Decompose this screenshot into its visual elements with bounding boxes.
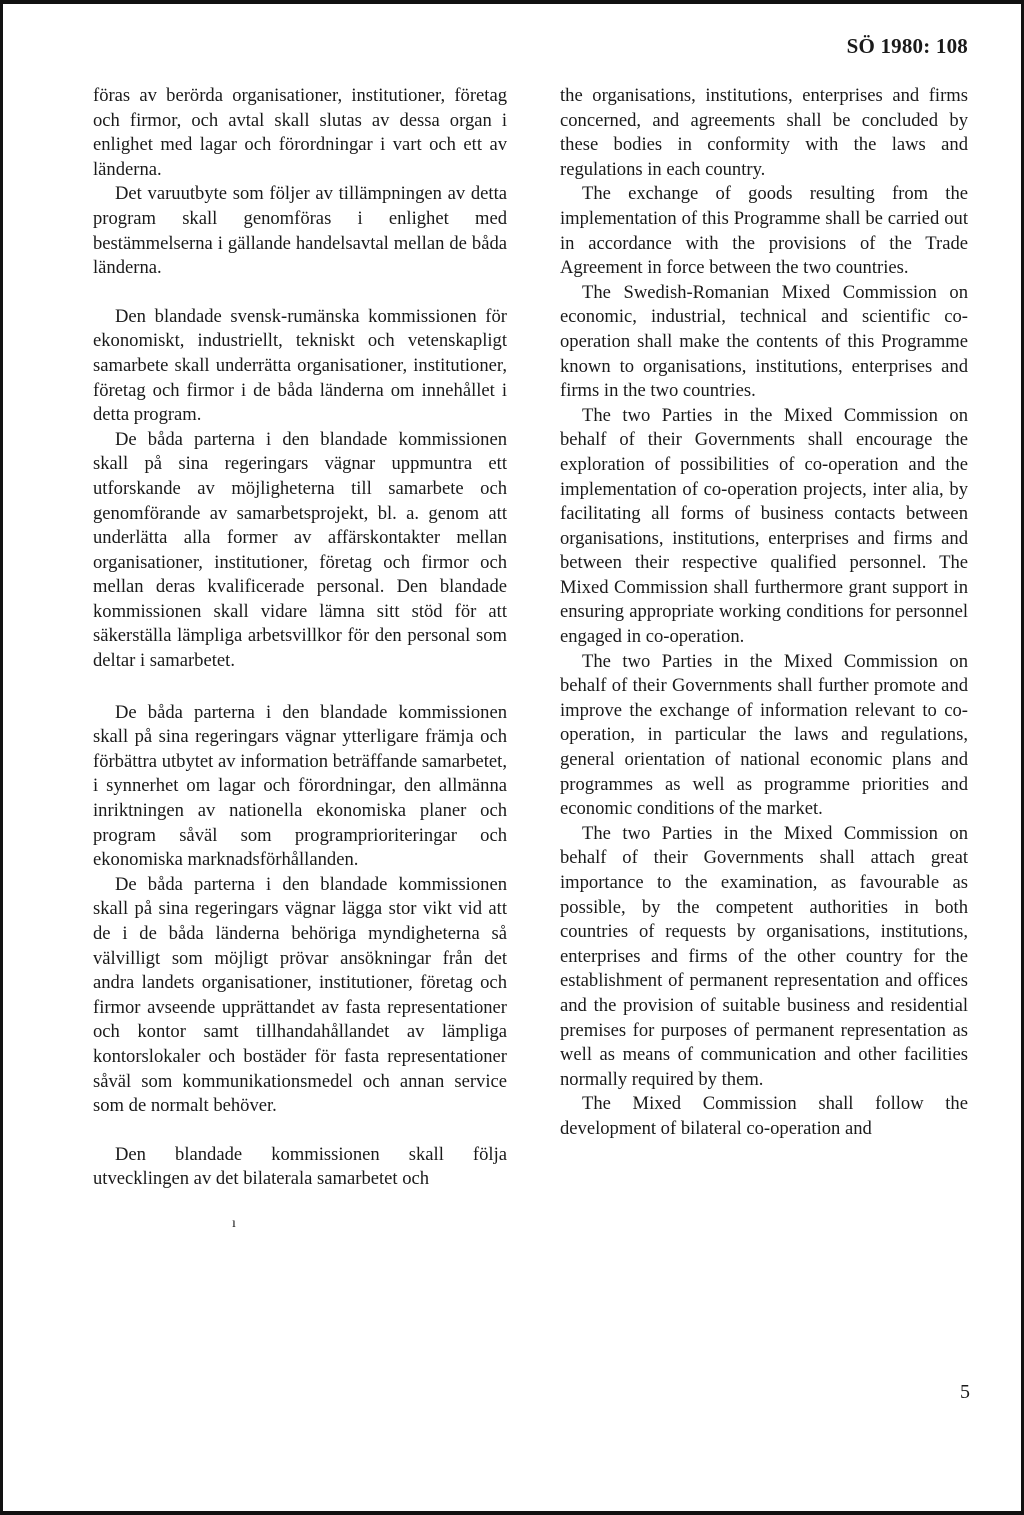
english-paragraph-2: The exchange of goods resulting from the implementation of this Programme shall be carried out in accordance with the provisions of the Trade Agreement in force between the two countries.	[560, 183, 968, 279]
swedish-text-column	[93, 84, 507, 1192]
english-paragraph-3: The Swedish-Romanian Mixed Commission on economic, industrial, technical and scientific co-operation shall make the contents of this Programme known to organisations, institutions, enterprises and firms in the two countries.	[560, 281, 968, 402]
english-paragraph-5: The two Parties in the Mixed Commission on behalf of their Governments shall further promote and improve the exchange of information relevant to co-operation, in particular the laws and regulations, general orientation of national economic plans and programmes as well as programme priorities and economic conditions of the market.	[560, 650, 968, 820]
swedish-paragraph-3: Den blandade svensk-rumänska kommissionen för ekonomiskt, industriellt, tekniskt och vetenskapligt samarbete skall underrätta organisationer, institutioner, företag och firmor i de båda länderna om innehållet i detta program.	[93, 305, 507, 426]
english-paragraph-4: The two Parties in the Mixed Commission on behalf of their Governments shall encourage the exploration of possibilities of co-operation and the implementation of co-operation projects, inter alia, by facilitating all forms of business contacts between organisations, institutions, enterprises and firms and between their respective qualified personnel. The Mixed Commission shall furthermore grant support in ensuring appropriate working conditions for personnel engaged in co-operation.	[560, 404, 968, 648]
page-number: 5	[960, 1381, 970, 1403]
swedish-paragraph-2: Det varuutbyte som följer av tillämpningen av detta program skall genomföras i enlighet med bestämmelserna i gällande handelsavtal mellan de båda länderna.	[93, 183, 507, 279]
top-border-rule	[0, 0, 1024, 4]
swedish-paragraph-7: Den blandade kommissionen skall följa utvecklingen av det bilaterala samarbetet och	[93, 1143, 507, 1190]
english-paragraph-1: the organisations, institutions, enterprises and firms concerned, and agreements shall be concluded by these bodies in conformity with the laws and regulations in each country.	[560, 85, 968, 180]
bottom-border-rule	[0, 1511, 1024, 1515]
swedish-paragraph-4: De båda parterna i den blandade kommissionen skall på sina regeringars vägnar uppmuntra ett utforskande av möjligheterna till samarbete och genomförande av samarbetsprojekt, bl. a. genom att underlätta alla former av affärskontakter mellan organisationer, institutioner, företag och firmor och mellan deras kvalificerade personal. Den blandade kommissionen skall vidare lämna sitt stöd för att säkerställa lämpliga arbetsvillkor för den personal som deltar i samarbetet.	[93, 428, 507, 672]
stray-ink-mark: ı	[232, 1216, 236, 1231]
english-paragraph-7: The Mixed Commission shall follow the development of bilateral co-operation and	[560, 1093, 968, 1139]
document-reference: SÖ 1980: 108	[846, 34, 968, 58]
left-border-rule	[0, 0, 3, 1515]
english-paragraph-6: The two Parties in the Mixed Commission on behalf of their Governments shall attach great importance to the examination, as favourable as possible, by the competent authorities in both countries of requests by organisations, institutions, enterprises and firms of the other country for the establishment of permanent representation and offices and the provision of suitable business and residential premises for purposes of permanent representation as well as means of communication and other facilities normally required by them.	[560, 822, 968, 1090]
swedish-paragraph-5: De båda parterna i den blandade kommissionen skall på sina regeringars vägnar ytterligare främja och förbättra utbytet av information beträffande samarbetet, i synnerhet om lagar och förordningar, den allmänna inriktningen av nationella ekonomiska planer och program såväl som programprioriteringar och ekonomiska marknadsförhållanden.	[93, 701, 507, 871]
swedish-paragraph-6: De båda parterna i den blandade kommissionen skall på sina regeringars vägnar lägga stor vikt vid att de i de båda länderna behöriga myndigheterna så välvilligt som möjligt prövar ansökningar från det andra landets organisationer, institutioner, företag och firmor avseende upprättandet av fasta representationer och kontor samt tillhandahållandet av lämpliga kontorslokaler och bostäder för fasta representationer såväl som kommunikationsmedel och annan service som de normalt behöver.	[93, 873, 507, 1117]
english-text-column	[560, 84, 968, 1142]
swedish-paragraph-1: föras av berörda organisationer, institutioner, företag och firmor, och avtal skall slutas av dessa organ i enlighet med lagar och förordningar i vart och ett av länderna.	[93, 85, 507, 180]
